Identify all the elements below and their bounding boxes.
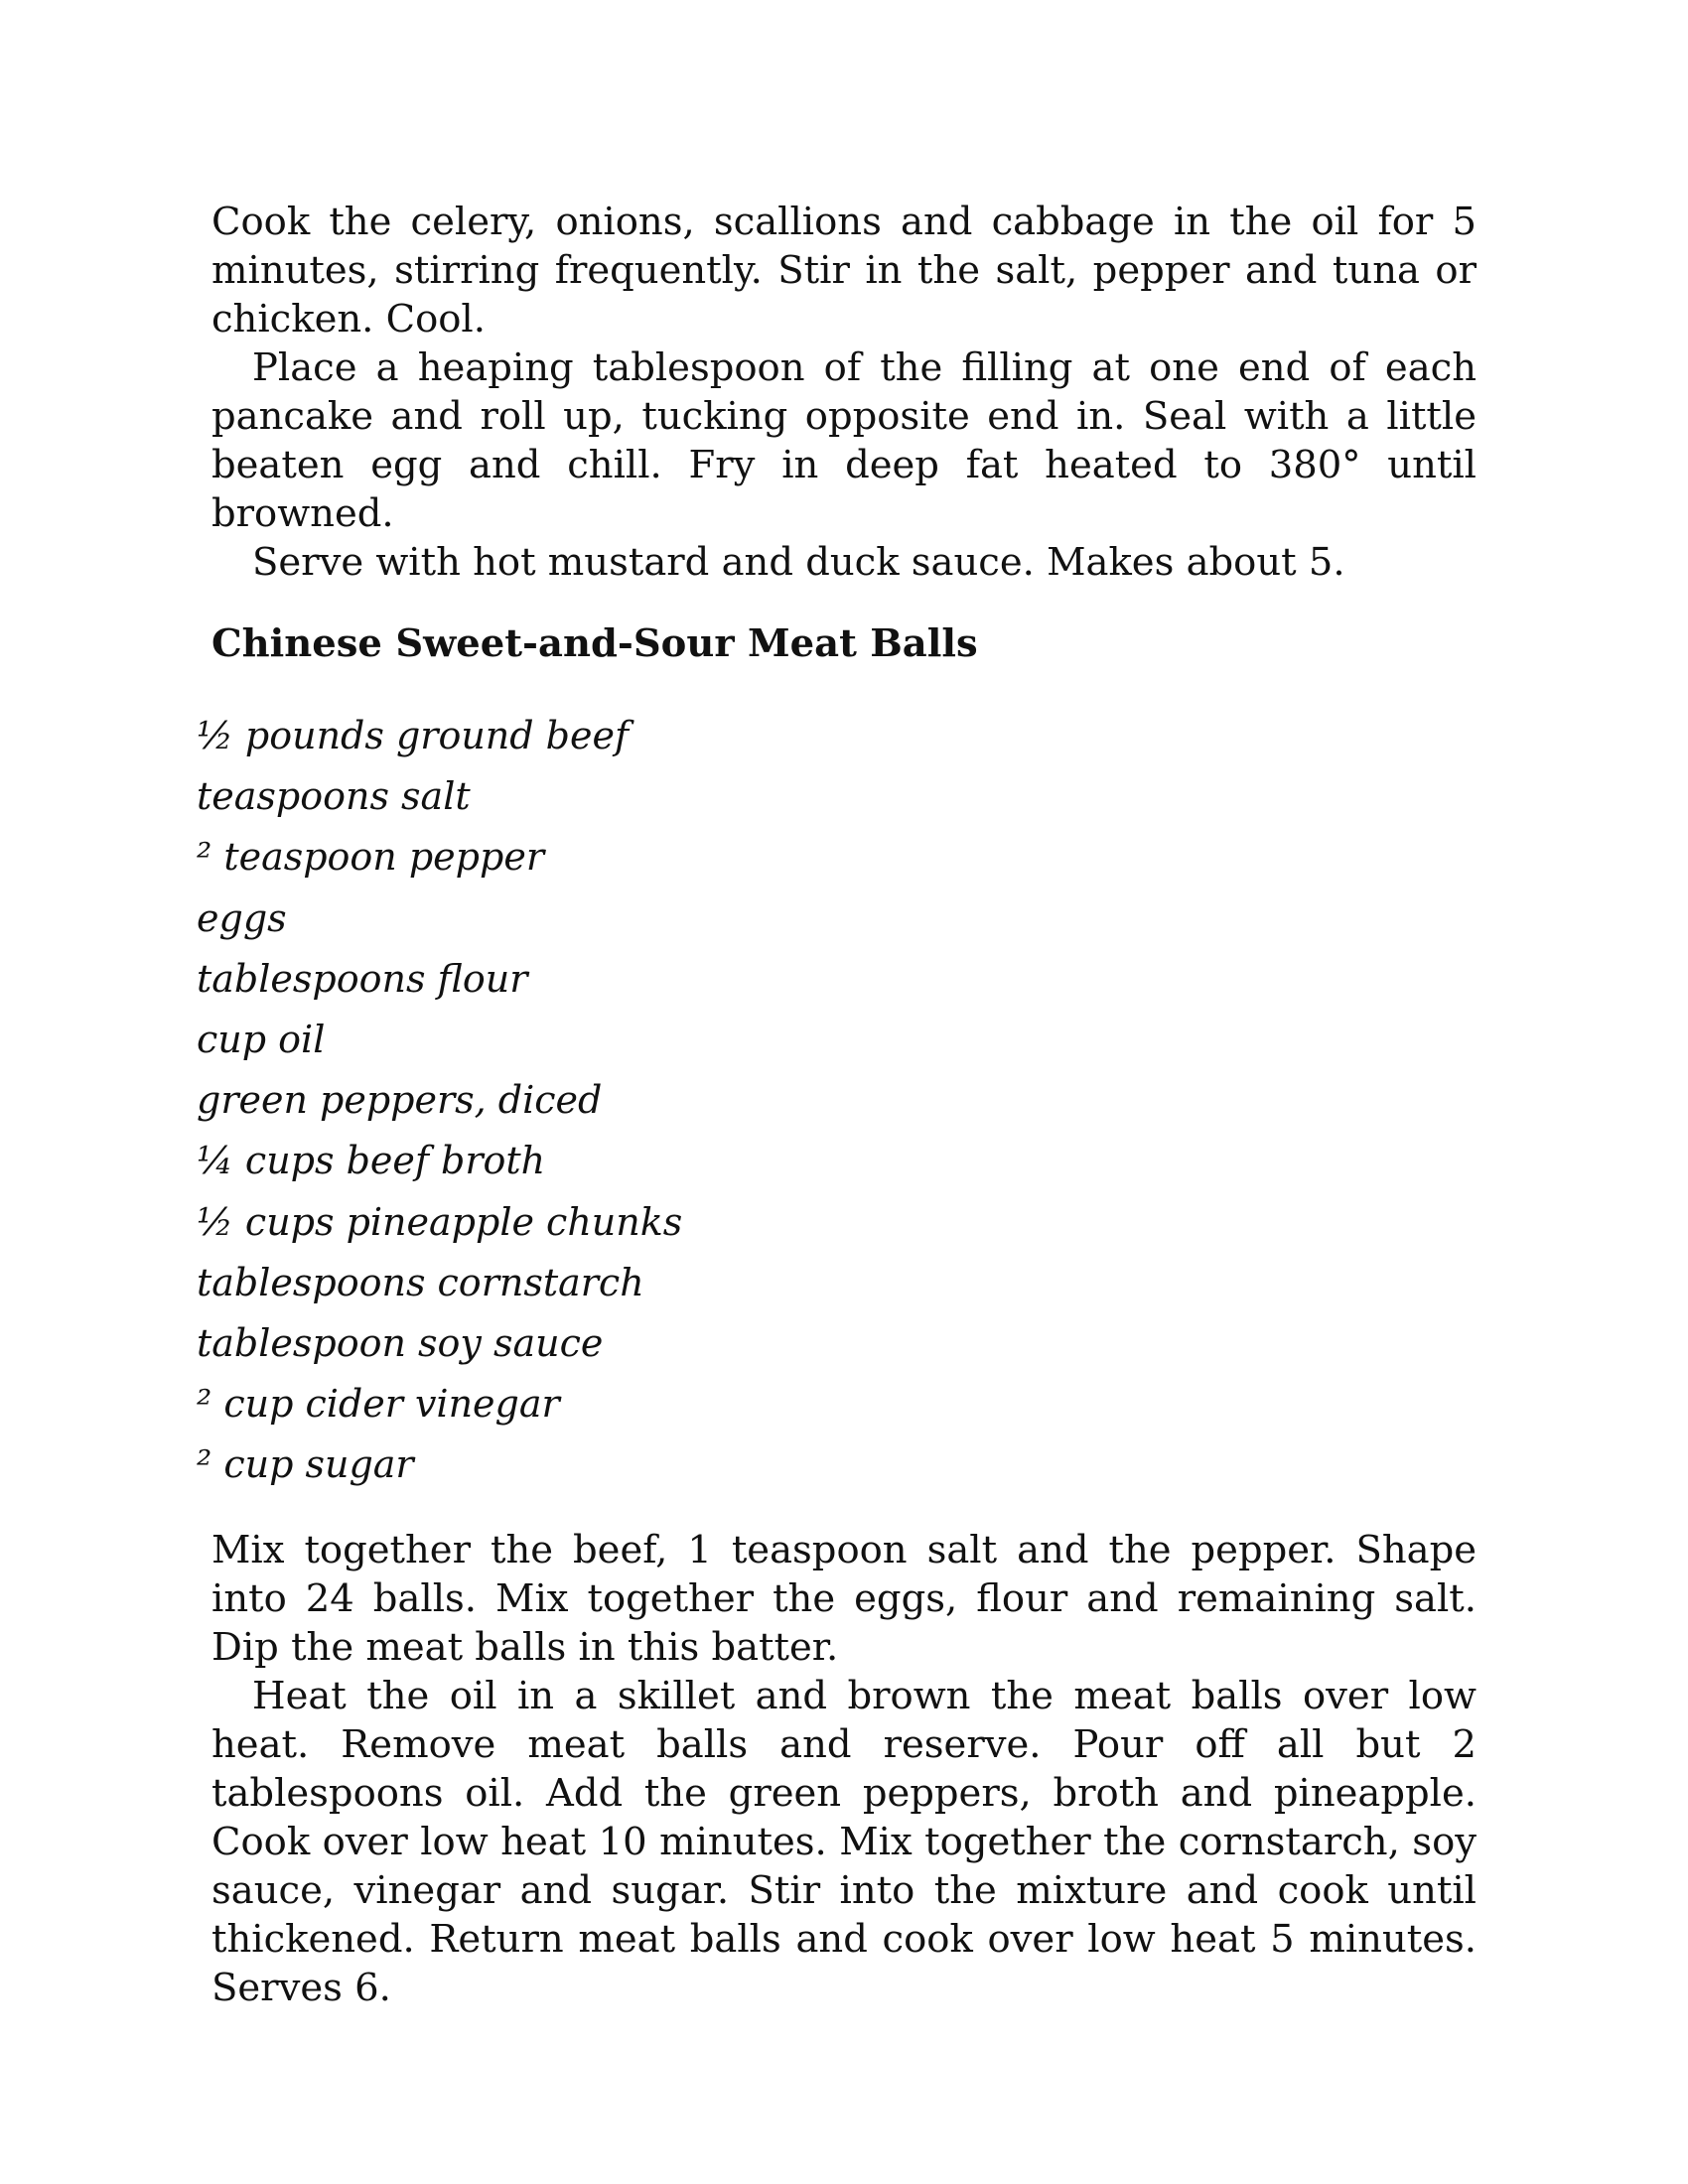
direction-paragraph: Heat the oil in a skillet and brown the meat balls over low heat. Remove meat balls and reserve. Pour off all but 2 tablespoons oil. Add the green peppers, broth and pineapple. Cook over low heat 10 minutes. Mix together the cornstarch, soy sauce, vinegar and sugar. Stir into the mixture and cook until thickened. Return meat balls and cook over low heat 5 minutes. Serves 6. xyxy=(211,1674,1477,2010)
ingredient-item: ² teaspoon pepper xyxy=(197,835,544,880)
ingredient-item: ½ cups pineapple chunks xyxy=(197,1199,683,1244)
direction-paragraph: Mix together the beef, 1 teaspoon salt and the pepper. Shape into 24 balls. Mix together the eggs, flour and remaining salt. Dip the meat balls in this batter. xyxy=(211,1528,1477,1670)
ingredient-item: teaspoons salt xyxy=(197,774,471,819)
instruction-paragraph: Place a heaping tablespoon of the filling at one end of each pancake and roll up, tucking opposite end in. Seal with a little beaten egg and chill. Fry in deep fat heated to 380° until browned. xyxy=(211,345,1477,536)
ingredient-list xyxy=(197,706,682,1496)
previous-recipe-instructions xyxy=(211,198,1477,587)
ingredient-item: cup oil xyxy=(197,1018,326,1062)
ingredient-item: tablespoon soy sauce xyxy=(197,1321,604,1366)
ingredient-item: ² cup sugar xyxy=(197,1442,414,1487)
ingredient-item: eggs xyxy=(197,895,287,940)
ingredient-item: ½ pounds ground beef xyxy=(197,714,630,757)
ingredient-item: ¼ cups beef broth xyxy=(197,1139,546,1183)
ingredient-item: ² cup cider vinegar xyxy=(197,1382,560,1427)
instruction-paragraph: Cook the celery, onions, scallions and cabbage in the oil for 5 minutes, stirring frequently. Stir in the salt, pepper and tuna or chicken. Cool. xyxy=(211,200,1477,341)
ingredient-item: tablespoons flour xyxy=(197,956,528,1001)
ingredient-item: green peppers, diced xyxy=(197,1078,603,1123)
recipe-title: Chinese Sweet-and-Sour Meat Balls xyxy=(211,621,978,666)
ingredient-item: tablespoons cornstarch xyxy=(197,1260,644,1304)
recipe-directions xyxy=(211,1526,1477,2012)
instruction-paragraph: Serve with hot mustard and duck sauce. Makes about 5. xyxy=(252,540,1345,585)
